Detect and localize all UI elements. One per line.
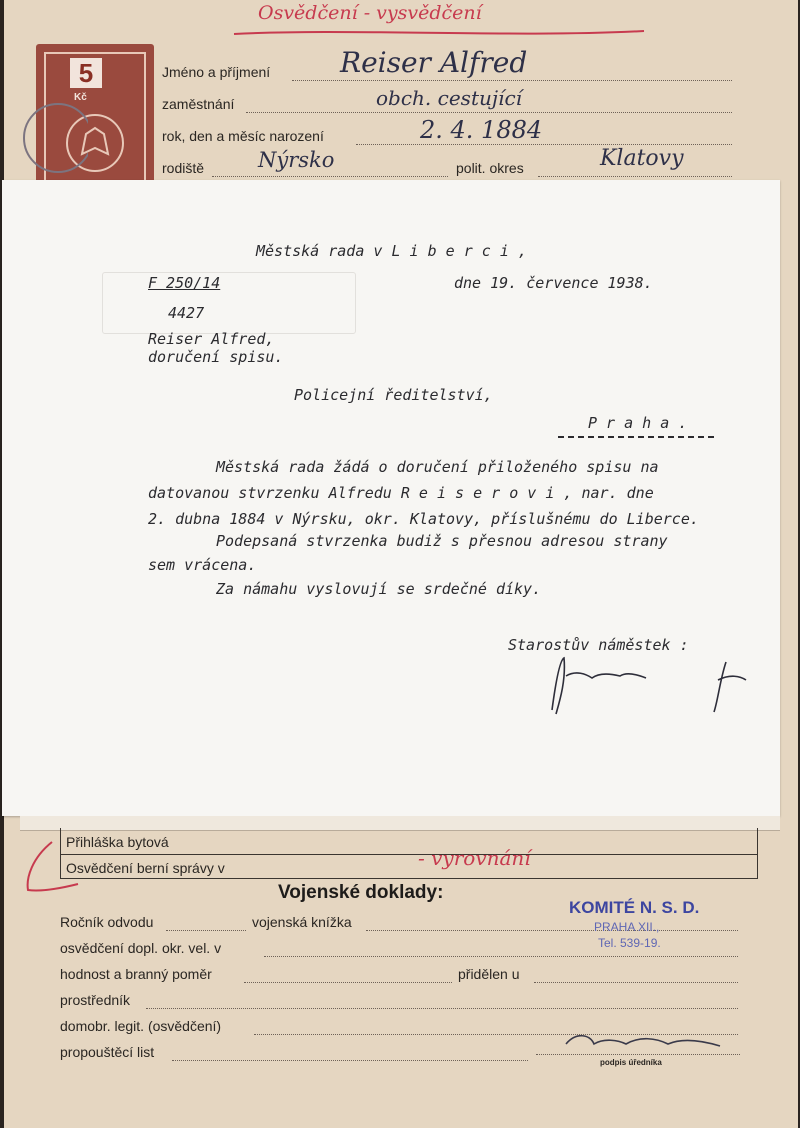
- field-knizka: vojenská knížka: [252, 914, 352, 930]
- signature-caption: podpis úředníka: [600, 1058, 662, 1067]
- letter-subject-line-1: Reiser Alfred,: [148, 330, 275, 348]
- city-council-letter: [2, 180, 780, 816]
- letter-body-line-1: Městská rada žádá o doručení přiloženého spisu na: [216, 458, 659, 476]
- field-propousteci: propouštěcí list: [60, 1044, 155, 1060]
- field-label-birthplace: rodiště: [162, 160, 205, 176]
- field-value-name: Reiser Alfred: [340, 46, 528, 79]
- committee-stamp-line2: PRAHA XII.,: [594, 920, 660, 934]
- letter-body-line-2: datovanou stvrzenku Alfredu R e i s e r o v i , nar. dne: [148, 484, 654, 502]
- field-label-district: polit. okres: [456, 160, 524, 176]
- letter-reference-number: 4427: [168, 304, 205, 322]
- header-note: Osvědčení - vysvědčení: [258, 2, 482, 24]
- letter-body-line-3: 2. dubna 1884 v Nýrsku, okr. Klatovy, příslušnému do Liberce.: [148, 510, 699, 528]
- osvedceni-value: - vyrovnání: [418, 846, 531, 870]
- red-underline: [230, 26, 650, 40]
- red-margin-mark: [22, 838, 82, 898]
- postmark-icon: [18, 96, 88, 180]
- field-label-occupation: zaměstnání: [162, 96, 235, 112]
- letter-body-line-4: Podepsaná stvrzenka budiž s přesnou adresou strany: [216, 532, 668, 550]
- field-prostrednik: prostředník: [60, 992, 131, 1008]
- deputy-signature: [542, 650, 762, 730]
- letter-body-line-5: sem vrácena.: [148, 556, 257, 574]
- letter-date: dne 19. července 1938.: [454, 274, 653, 292]
- letter-body-line-6: Za námahu vyslovují se srdečné díky.: [216, 580, 542, 598]
- letter-subject-line-2: doručení spisu.: [148, 348, 284, 366]
- city-underline: [558, 436, 714, 438]
- stamp-value: 5: [70, 58, 102, 88]
- section-title: Vojenské doklady:: [278, 882, 444, 903]
- field-dopl: osvědčení dopl. okr. vel. v: [60, 940, 222, 956]
- committee-stamp-line3: Tel. 539-19.: [598, 936, 661, 950]
- field-pridelen: přidělen u: [458, 966, 520, 982]
- field-hodnost: hodnost a branný poměr: [60, 966, 212, 982]
- row-prihlaska: Přihláška bytová: [66, 834, 169, 850]
- field-label-name: Jméno a příjmení: [162, 64, 271, 80]
- row-osvedceni: Osvědčení berní správy v: [66, 860, 225, 876]
- field-domobr: domobr. legit. (osvědčení): [60, 1018, 222, 1034]
- field-value-birthplace: Nýrsko: [258, 148, 335, 172]
- field-value-occupation: obch. cestující: [376, 86, 523, 110]
- field-value-district: Klatovy: [600, 146, 684, 171]
- letter-sender: Městská rada v L i b e r c i ,: [256, 242, 527, 260]
- committee-stamp-line1: KOMITÉ N. S. D.: [569, 898, 700, 917]
- letter-city: P r a h a .: [588, 414, 688, 432]
- field-rocnik: Ročník odvodu: [60, 914, 154, 930]
- letter-closing: Starostův náměstek :: [508, 636, 689, 654]
- letter-reference: F 250/14: [148, 274, 221, 292]
- letter-recipient: Policejní ředitelství,: [294, 386, 493, 404]
- stamp-currency: Kč: [74, 92, 87, 103]
- faded-stamp: [102, 272, 356, 334]
- field-label-birthdate: rok, den a měsíc narození: [162, 128, 324, 144]
- field-value-birthdate: 2. 4. 1884: [420, 116, 543, 144]
